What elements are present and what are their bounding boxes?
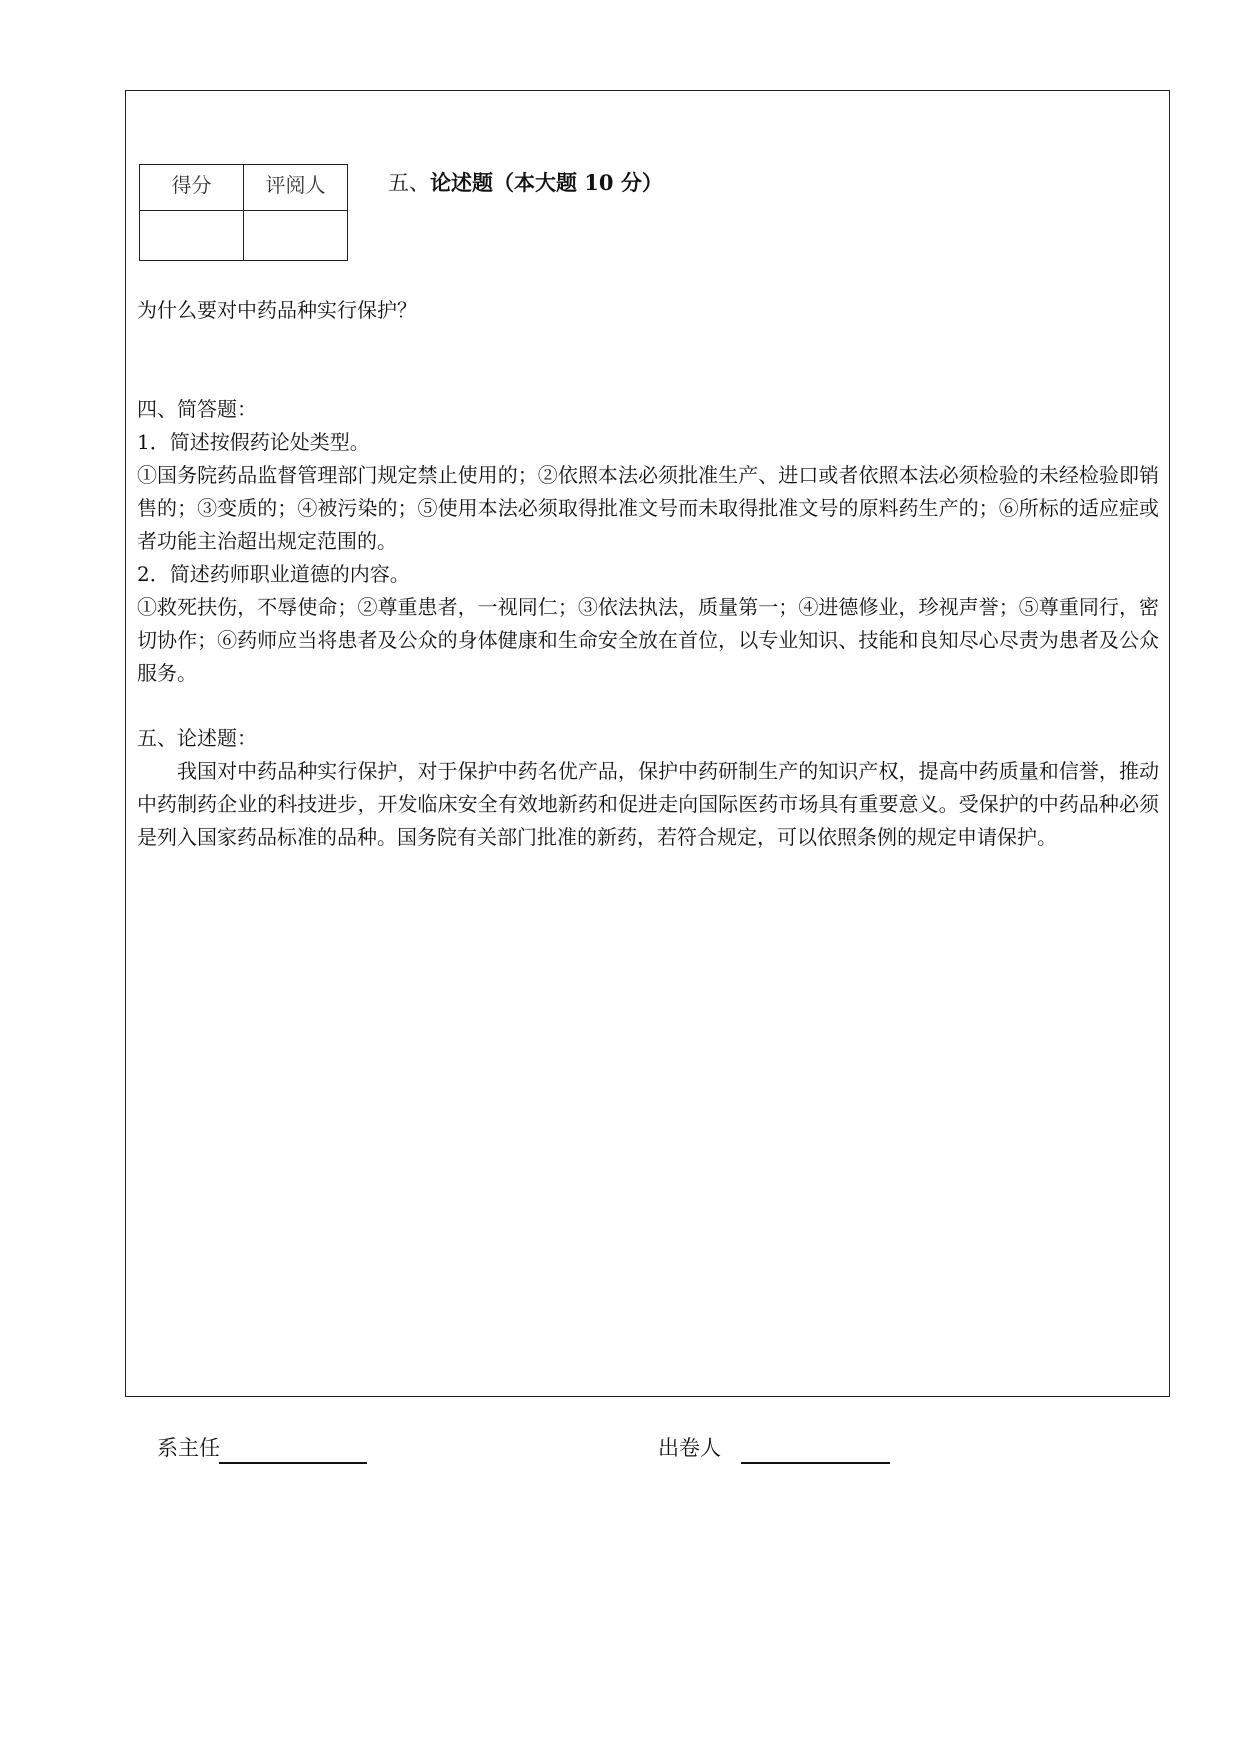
- q1-answer: ①国务院药品监督管理部门规定禁止使用的；②依照本法必须批准生产、进口或者依照本法必须检验的未经检验即销售的；③变质的；④被污染的；⑤使用本法必须取得批准文号而未取得批准文号的原料药生产的；⑥所标的适应症或者功能主治超出规定范围的。: [137, 463, 1159, 553]
- short-answer-heading: 四、简答题：: [137, 397, 257, 421]
- section-heading-title: 论述题（本大题 10 分）: [430, 170, 663, 195]
- setter-signature-line[interactable]: [741, 1462, 890, 1464]
- essay-question: 为什么要对中药品种实行保护？: [137, 298, 417, 322]
- reviewer-label: 评阅人: [244, 165, 348, 211]
- score-label: 得分: [140, 165, 244, 211]
- reviewer-cell[interactable]: [244, 211, 348, 261]
- q2-title: 2．简述药师职业道德的内容。: [137, 562, 410, 586]
- setter-label: 出卷人: [658, 1436, 721, 1460]
- dept-head-signature-line[interactable]: [219, 1462, 367, 1464]
- essay-answer: 我国对中药品种实行保护，对于保护中药名优产品，保护中药研制生产的知识产权，提高中药质量和信誉，推动中药制药企业的科技进步，开发临床安全有效地新药和促进走向国际医药市场具有重要意义。受保护的中药品种必须是列入国家药品标准的品种。国务院有关部门批准的新药，若符合规定，可以依照条例的规定申请保护。: [137, 759, 1159, 849]
- exam-page-frame: [125, 90, 1170, 1397]
- section-heading: [388, 167, 663, 197]
- score-table: [139, 164, 348, 261]
- q1-title: 1．简述按假药论处类型。: [137, 430, 370, 454]
- score-cell[interactable]: [140, 211, 244, 261]
- dept-head-label: 系主任: [157, 1436, 220, 1460]
- q2-answer: ①救死扶伤，不辱使命；②尊重患者，一视同仁；③依法执法，质量第一；④进德修业，珍视声誉；⑤尊重同行，密切协作；⑥药师应当将患者及公众的身体健康和生命安全放在首位，以专业知识、技能和良知尽心尽责为患者及公众服务。: [137, 595, 1159, 685]
- essay-heading: 五、论述题：: [137, 726, 257, 750]
- section-heading-prefix: 五、: [388, 171, 430, 195]
